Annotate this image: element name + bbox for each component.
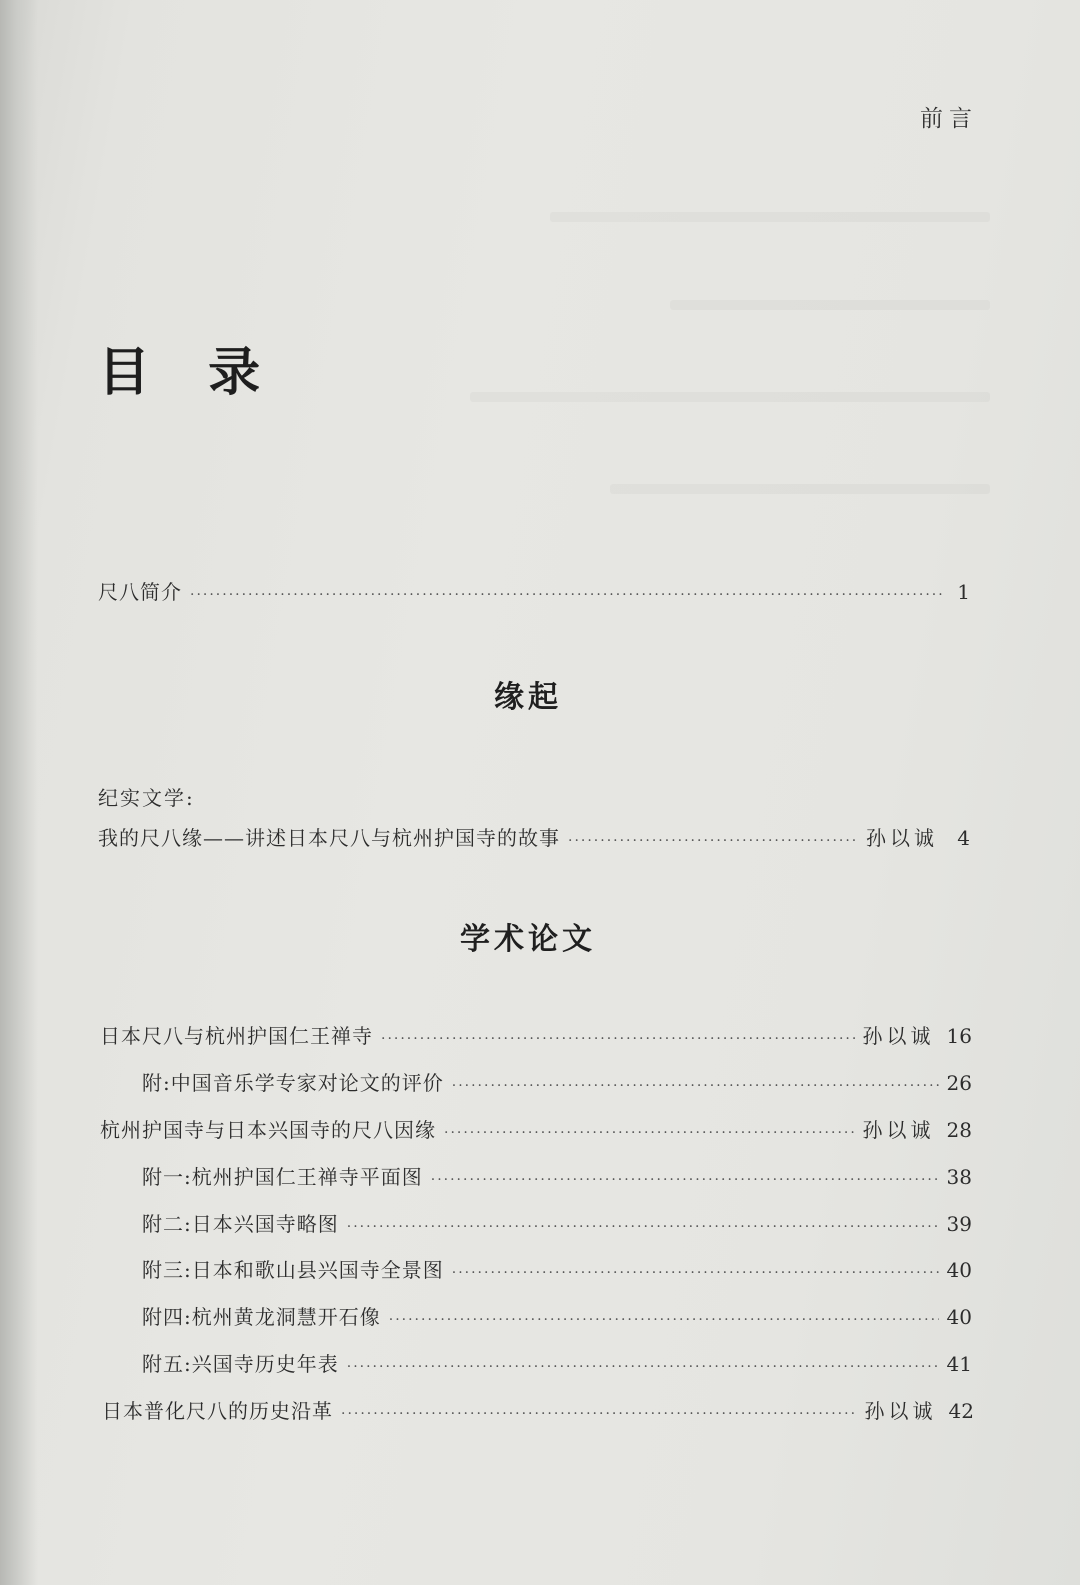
show-through-line	[610, 484, 990, 494]
toc-title: 目 录	[98, 342, 281, 403]
entry-title: 我的尺八缘——讲述日本尺八与杭州护国寺的故事	[98, 826, 560, 850]
toc-entry-intro[interactable]	[98, 576, 970, 605]
page-number: 26	[946, 1071, 972, 1095]
dot-leader	[568, 833, 858, 849]
page-number: 40	[946, 1305, 972, 1329]
entry-author: 孙以诚	[866, 826, 938, 850]
show-through-line	[470, 392, 990, 402]
page-number: 38	[946, 1165, 972, 1189]
entry-title: 附:中国音乐学专家对论文的评价	[142, 1071, 444, 1095]
toc-subentry[interactable]	[142, 1254, 972, 1283]
dot-leader	[444, 1125, 855, 1141]
entry-title: 日本尺八与杭州护国仁王禅寺	[100, 1024, 373, 1048]
entry-title: 日本普化尺八的历史沿革	[102, 1399, 333, 1423]
dot-leader	[452, 1265, 939, 1281]
entry-title: 附一:杭州护国仁王禅寺平面图	[142, 1165, 423, 1189]
toc-subentry[interactable]	[142, 1301, 972, 1330]
dot-leader	[381, 1031, 855, 1047]
dot-leader	[341, 1406, 857, 1422]
dot-leader	[347, 1219, 939, 1235]
toc-entry[interactable]	[102, 1395, 974, 1424]
show-through-line	[550, 212, 990, 222]
section-heading-origin: 缘起	[494, 680, 562, 715]
page-number: 41	[946, 1352, 972, 1376]
page-number: 42	[948, 1399, 974, 1423]
entry-title: 附四:杭州黄龙洞慧开石像	[142, 1305, 381, 1329]
toc-entry[interactable]	[100, 1020, 972, 1049]
running-header: 前言	[920, 106, 978, 132]
show-through-line	[670, 300, 990, 310]
book-spine-shadow	[0, 0, 38, 1585]
page-number: 40	[946, 1258, 972, 1282]
section-heading-academic: 学术论文	[460, 922, 596, 957]
dot-leader	[389, 1312, 939, 1328]
entry-title: 杭州护国寺与日本兴国寺的尺八因缘	[100, 1118, 436, 1142]
toc-entry[interactable]	[100, 1114, 972, 1143]
toc-subentry[interactable]	[142, 1161, 972, 1190]
page-number: 39	[946, 1212, 972, 1236]
toc-subentry[interactable]	[142, 1348, 972, 1377]
entry-author: 孙以诚	[862, 1024, 935, 1048]
entry-title: 附五:兴国寺历史年表	[142, 1352, 339, 1376]
dot-leader	[190, 587, 942, 603]
entry-title: 附三:日本和歌山县兴国寺全景图	[142, 1258, 444, 1282]
page-number: 28	[946, 1118, 972, 1142]
toc-subentry[interactable]	[142, 1208, 972, 1237]
page-number: 4	[957, 826, 970, 850]
entry-author: 孙以诚	[864, 1399, 937, 1423]
page-number: 16	[946, 1024, 972, 1048]
category-label: 纪实文学:	[98, 786, 195, 810]
dot-leader	[452, 1078, 939, 1094]
dot-leader	[431, 1172, 939, 1188]
dot-leader	[347, 1359, 939, 1375]
entry-title: 附二:日本兴国寺略图	[142, 1212, 339, 1236]
page-number: 1	[957, 580, 970, 604]
toc-entry[interactable]	[98, 822, 970, 851]
toc-subentry[interactable]	[142, 1067, 972, 1096]
entry-author: 孙以诚	[862, 1118, 935, 1142]
entry-title: 尺八简介	[98, 580, 182, 604]
